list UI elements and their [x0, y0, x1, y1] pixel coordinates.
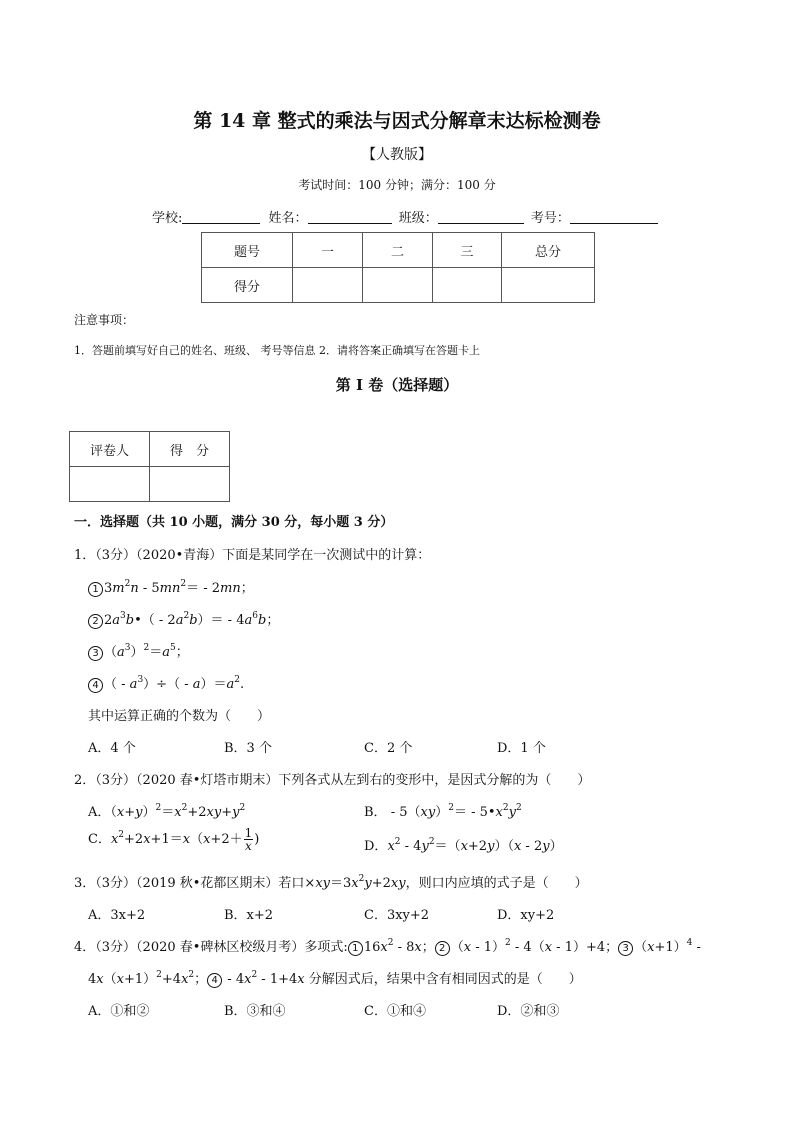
- grader-cell[interactable]: [150, 467, 230, 502]
- grader-table: [69, 431, 230, 502]
- student-info-line: [152, 207, 658, 226]
- score-cell[interactable]: [363, 268, 433, 303]
- circled-number-3: 3: [88, 646, 103, 661]
- grader-cell[interactable]: [70, 467, 150, 502]
- circled-number-4: 4: [88, 678, 103, 693]
- edition-label: 【人教版】: [362, 147, 432, 163]
- school-label: 学校:: [152, 211, 183, 226]
- question-2-option-c[interactable]: C．$x^2+2x+1=x(x+2+$ $\frac{1}{x}$ ): [88, 826, 260, 853]
- score-cell[interactable]: [433, 268, 502, 303]
- page-title: 第 14 章 整式的乘法与因式分解章末达标检测卷: [193, 110, 601, 132]
- question-4-stem-line-1: 4．（3分）（2020 春•碑林区校级月考）多项式: 1 $16x^2 - 8x$； 2 （x - 1）$^2$ - 4（x - 1）+4； 3 $(x+1)^4$ -: [74, 938, 701, 955]
- grader-value-row: [70, 467, 230, 502]
- school-blank[interactable]: [182, 209, 260, 224]
- circled-number-4: 4: [207, 973, 222, 988]
- question-3-option-c[interactable]: C．3xy+2: [364, 908, 430, 923]
- question-1-option-b[interactable]: B．3 个: [224, 741, 272, 756]
- question-1-option-a[interactable]: A．4 个: [88, 741, 136, 756]
- question-3-stem: 3．（3分）（2019 秋•花都区期末）若口$\times xy=3x^2y+2xy$，则口内应填的式子是（ ）: [74, 874, 588, 891]
- question-1-option-c[interactable]: C．2 个: [364, 741, 413, 756]
- score-header-cell: 三: [433, 233, 502, 268]
- name-label: 姓名：: [268, 211, 308, 226]
- circled-number-2: 2: [88, 614, 103, 629]
- question-2-option-a[interactable]: A．$(x+y)^2=x^2+2xy+y^2$: [88, 803, 246, 820]
- score-header-cell: 总分: [502, 233, 595, 268]
- question-3-option-d[interactable]: D．xy+2: [497, 908, 555, 923]
- question-3-option-a[interactable]: A．3x+2: [88, 908, 146, 923]
- question-section-heading: 一．选择题（共 10 小题，满分 30 分，每小题 3 分）: [74, 515, 394, 530]
- question-4-option-d[interactable]: D．②和③: [497, 1004, 560, 1019]
- grader-header-cell: 评卷人: [70, 432, 150, 467]
- question-2-option-b[interactable]: B． - $5(xy)^2= - 5•x^2y^2$: [364, 803, 522, 820]
- score-header-cell: 一: [293, 233, 363, 268]
- score-row-label: 得分: [202, 268, 293, 303]
- question-4-stem-line-2: $4x(x+1)^2+4x^2$； $4 - 4x^2 - 1+4x$ 分解因式后，结果中含有相同因式的是（ ）: [88, 970, 582, 987]
- name-blank[interactable]: [308, 209, 392, 224]
- question-1-item-1: 1 $3m^2n - 5mn^2= - 2mn$；: [88, 577, 254, 597]
- option-label: C．: [88, 832, 111, 847]
- option-label: A．: [88, 805, 111, 820]
- exam-no-blank[interactable]: [570, 209, 658, 224]
- fraction: $\frac{1}{x}$: [244, 826, 253, 853]
- question-4-stem: 4．（3分）（2020 春•碑林区校级月考）多项式:: [74, 940, 348, 955]
- question-2-stem: 2．（3分）（2020 春•灯塔市期末）下列各式从左到右的变形中，是因式分解的为（ ）: [74, 773, 591, 788]
- score-table-header-row: [202, 233, 595, 268]
- circled-number-1: 1: [88, 582, 103, 597]
- question-4-tail: 分解因式后，结果中含有相同因式的是（ ）: [308, 972, 582, 987]
- question-1-option-d[interactable]: D．1 个: [497, 741, 546, 756]
- score-cell[interactable]: [293, 268, 363, 303]
- question-4-option-a[interactable]: A．①和②: [88, 1004, 150, 1019]
- circled-number-1: 1: [348, 941, 363, 956]
- score-header-cell: 二: [363, 233, 433, 268]
- class-blank[interactable]: [438, 209, 524, 224]
- question-1-ask: 其中运算正确的个数为（ ）: [88, 709, 271, 724]
- section-title: 第 I 卷（选择题）: [335, 376, 459, 394]
- question-1-item-4: 4 （ - $a^3)\div( - a)=a^2$.: [88, 673, 244, 693]
- option-label: B．: [364, 805, 387, 820]
- question-4-option-b[interactable]: B．③和④: [224, 1004, 286, 1019]
- question-4-option-c[interactable]: C．①和④: [364, 1004, 426, 1019]
- question-1-stem: 1．（3分）（2020•青海）下面是某同学在一次测试中的计算：: [74, 548, 431, 563]
- circled-number-2: 2: [435, 941, 450, 956]
- class-label: 班级：: [398, 211, 438, 226]
- notes-text: 1．答题前填写好自己的姓名、班级、 考号等信息 2．请将答案正确填写在答题卡上: [74, 344, 480, 357]
- option-label: D．: [364, 839, 388, 854]
- score-header-cell: 题号: [202, 233, 293, 268]
- exam-info: 考试时间：100 分钟；满分：100 分: [298, 178, 496, 192]
- question-1-item-3: 3 $(a^3)^2=a^5$；: [88, 641, 189, 661]
- circled-number-3: 3: [618, 941, 633, 956]
- question-3-option-b[interactable]: B．x+2: [224, 908, 274, 923]
- question-1-item-2: 2 $2a^3b•( - 2a^2b)= - 4a^6b$；: [88, 609, 279, 629]
- question-2-option-d[interactable]: D．$x^2 - 4y^2=(x+2y)(x - 2y)$: [364, 837, 563, 854]
- score-table-score-row: [202, 268, 595, 303]
- grader-header-row: [70, 432, 230, 467]
- exam-no-label: 考号：: [530, 211, 570, 226]
- notes-title: 注意事项：: [74, 313, 135, 327]
- score-cell[interactable]: [502, 268, 595, 303]
- score-table: [201, 232, 595, 303]
- grader-header-cell: 得 分: [150, 432, 230, 467]
